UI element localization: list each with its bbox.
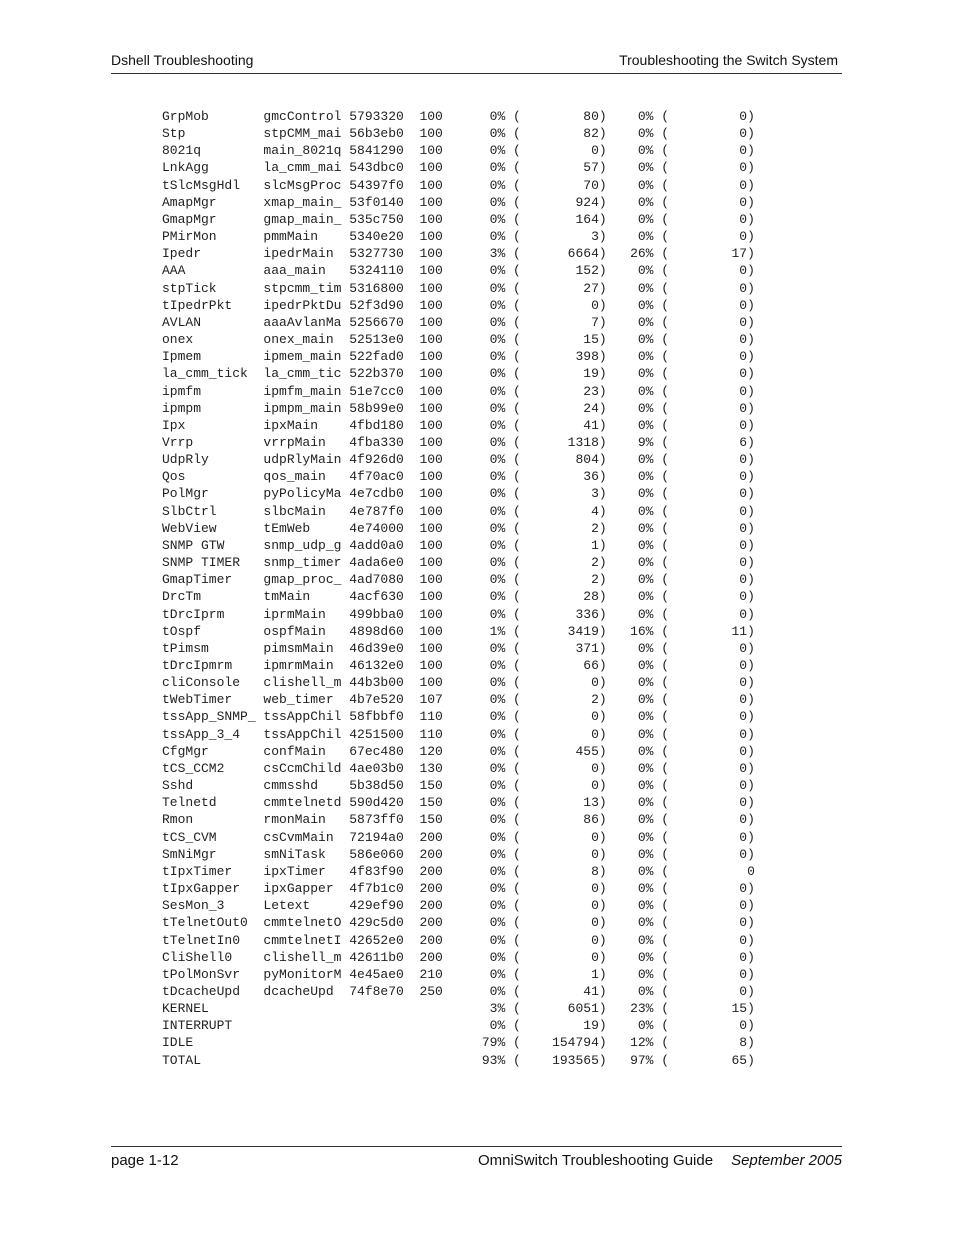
- listing-row: tWebTimer web_timer 4b7e520 107 0% ( 2) 0% ( 0): [162, 692, 755, 708]
- listing-row: CfgMgr confMain 67ec480 120 0% ( 455) 0% ( 0): [162, 743, 755, 759]
- listing-row: tIpxTimer ipxTimer 4f83f90 200 0% ( 8) 0% ( 0: [162, 863, 755, 879]
- listing-row: GmapMgr gmap_main_ 535c750 100 0% ( 164) 0% ( 0): [162, 211, 755, 227]
- listing-row: PolMgr pyPolicyMa 4e7cdb0 100 0% ( 3) 0% ( 0): [162, 486, 755, 502]
- listing-row: tPolMonSvr pyMonitorM 4e45ae0 210 0% ( 1) 0% ( 0): [162, 966, 755, 982]
- listing-row: 8021q main_8021q 5841290 100 0% ( 0) 0% ( 0): [162, 143, 755, 159]
- listing-row: Rmon rmonMain 5873ff0 150 0% ( 86) 0% ( 0): [162, 812, 755, 828]
- listing-row: TOTAL 93% ( 193565) 97% ( 65): [162, 1052, 755, 1068]
- listing-row: tOspf ospfMain 4898d60 100 1% ( 3419) 16% ( 11): [162, 623, 755, 639]
- listing-row: tTelnetIn0 cmmtelnetI 42652e0 200 0% ( 0) 0% ( 0): [162, 932, 755, 948]
- listing-row: IDLE 79% ( 154794) 12% ( 8): [162, 1035, 755, 1051]
- listing-row: DrcTm tmMain 4acf630 100 0% ( 28) 0% ( 0): [162, 589, 755, 605]
- guide-title: OmniSwitch Troubleshooting Guide: [477, 1152, 714, 1169]
- listing-row: Qos qos_main 4f70ac0 100 0% ( 36) 0% ( 0): [162, 469, 755, 485]
- listing-row: stpTick stpcmm_tim 5316800 100 0% ( 27) 0% ( 0): [162, 280, 755, 296]
- listing-row: INTERRUPT 0% ( 19) 0% ( 0): [162, 1018, 755, 1034]
- listing-row: SNMP TIMER snmp_timer 4ada6e0 100 0% ( 2) 0% ( 0): [162, 555, 755, 571]
- listing-row: tDrcIprm iprmMain 499bba0 100 0% ( 336) 0% ( 0): [162, 606, 755, 622]
- listing-row: Telnetd cmmtelnetd 590d420 150 0% ( 13) 0% ( 0): [162, 795, 755, 811]
- listing-row: CliShell0 clishell_m 42611b0 200 0% ( 0) 0% ( 0): [162, 949, 755, 965]
- listing-row: tssApp_SNMP_ tssAppChil 58fbbf0 110 0% ( 0) 0% ( 0): [162, 709, 755, 725]
- listing-row: KERNEL 3% ( 6051) 23% ( 15): [162, 1001, 755, 1017]
- running-header-left: Dshell Troubleshooting: [111, 52, 254, 68]
- listing-row: GmapTimer gmap_proc_ 4ad7080 100 0% ( 2) 0% ( 0): [162, 572, 755, 588]
- listing-row: tCS_CVM csCvmMain 72194a0 200 0% ( 0) 0% ( 0): [162, 829, 755, 845]
- listing-row: tCS_CCM2 csCcmChild 4ae03b0 130 0% ( 0) 0% ( 0): [162, 760, 755, 776]
- listing-row: tIpxGapper ipxGapper 4f7b1c0 200 0% ( 0) 0% ( 0): [162, 881, 755, 897]
- listing-row: AmapMgr xmap_main_ 53f0140 100 0% ( 924) 0% ( 0): [162, 194, 755, 210]
- listing-row: tDcacheUpd dcacheUpd 74f8e70 250 0% ( 41) 0% ( 0): [162, 983, 755, 999]
- listing-row: Ipedr ipedrMain 5327730 100 3% ( 6664) 26% ( 17): [162, 246, 755, 262]
- listing-row: AVLAN aaaAvlanMa 5256670 100 0% ( 7) 0% ( 0): [162, 314, 755, 330]
- listing-row: SlbCtrl slbcMain 4e787f0 100 0% ( 4) 0% ( 0): [162, 503, 755, 519]
- listing-row: UdpRly udpRlyMain 4f926d0 100 0% ( 804) 0% ( 0): [162, 452, 755, 468]
- listing-row: Ipx ipxMain 4fbd180 100 0% ( 41) 0% ( 0): [162, 417, 755, 433]
- listing-row: ipmfm ipmfm_main 51e7cc0 100 0% ( 23) 0% ( 0): [162, 383, 755, 399]
- listing-row: ipmpm ipmpm_main 58b99e0 100 0% ( 24) 0% ( 0): [162, 400, 755, 416]
- listing-row: Stp stpCMM_mai 56b3eb0 100 0% ( 82) 0% ( 0): [162, 126, 755, 142]
- listing-row: tssApp_3_4 tssAppChil 4251500 110 0% ( 0) 0% ( 0): [162, 726, 755, 742]
- listing-row: tTelnetOut0 cmmtelnetO 429c5d0 200 0% ( 0) 0% ( 0): [162, 915, 755, 931]
- listing-row: LnkAgg la_cmm_mai 543dbc0 100 0% ( 57) 0% ( 0): [162, 160, 755, 176]
- publication-date: September 2005: [731, 1152, 842, 1169]
- listing-row: Vrrp vrrpMain 4fba330 100 0% ( 1318) 9% ( 6): [162, 434, 755, 450]
- footer-rule: [111, 1146, 842, 1147]
- task-cpu-listing: [162, 108, 755, 1069]
- listing-row: tIpedrPkt ipedrPktDu 52f3d90 100 0% ( 0) 0% ( 0): [162, 297, 755, 313]
- listing-row: Ipmem ipmem_main 522fad0 100 0% ( 398) 0% ( 0): [162, 349, 755, 365]
- listing-row: SesMon_3 Letext 429ef90 200 0% ( 0) 0% ( 0): [162, 898, 755, 914]
- listing-row: la_cmm_tick la_cmm_tic 522b370 100 0% ( 19) 0% ( 0): [162, 366, 755, 382]
- page-number: page 1-12: [111, 1152, 179, 1169]
- listing-row: PMirMon pmmMain 5340e20 100 0% ( 3) 0% ( 0): [162, 229, 755, 245]
- listing-row: tDrcIpmrm ipmrmMain 46132e0 100 0% ( 66) 0% ( 0): [162, 658, 755, 673]
- running-header-right: Troubleshooting the Switch System: [619, 52, 838, 68]
- listing-row: GrpMob gmcControl 5793320 100 0% ( 80) 0% ( 0): [162, 109, 755, 124]
- listing-row: Sshd cmmsshd 5b38d50 150 0% ( 0) 0% ( 0): [162, 778, 755, 794]
- listing-row: WebView tEmWeb 4e74000 100 0% ( 2) 0% ( 0): [162, 520, 755, 536]
- listing-row: SNMP GTW snmp_udp_g 4add0a0 100 0% ( 1) 0% ( 0): [162, 537, 755, 553]
- listing-row: SmNiMgr smNiTask 586e060 200 0% ( 0) 0% ( 0): [162, 846, 755, 862]
- footer-right: [478, 1152, 842, 1169]
- listing-row: tPimsm pimsmMain 46d39e0 100 0% ( 371) 0% ( 0): [162, 640, 755, 656]
- listing-row: cliConsole clishell_m 44b3b00 100 0% ( 0) 0% ( 0): [162, 675, 755, 691]
- listing-row: AAA aaa_main 5324110 100 0% ( 152) 0% ( 0): [162, 263, 755, 279]
- listing-row: onex onex_main 52513e0 100 0% ( 15) 0% ( 0): [162, 332, 755, 348]
- listing-row: tSlcMsgHdl slcMsgProc 54397f0 100 0% ( 70) 0% ( 0): [162, 177, 755, 193]
- header-rule: [111, 73, 842, 74]
